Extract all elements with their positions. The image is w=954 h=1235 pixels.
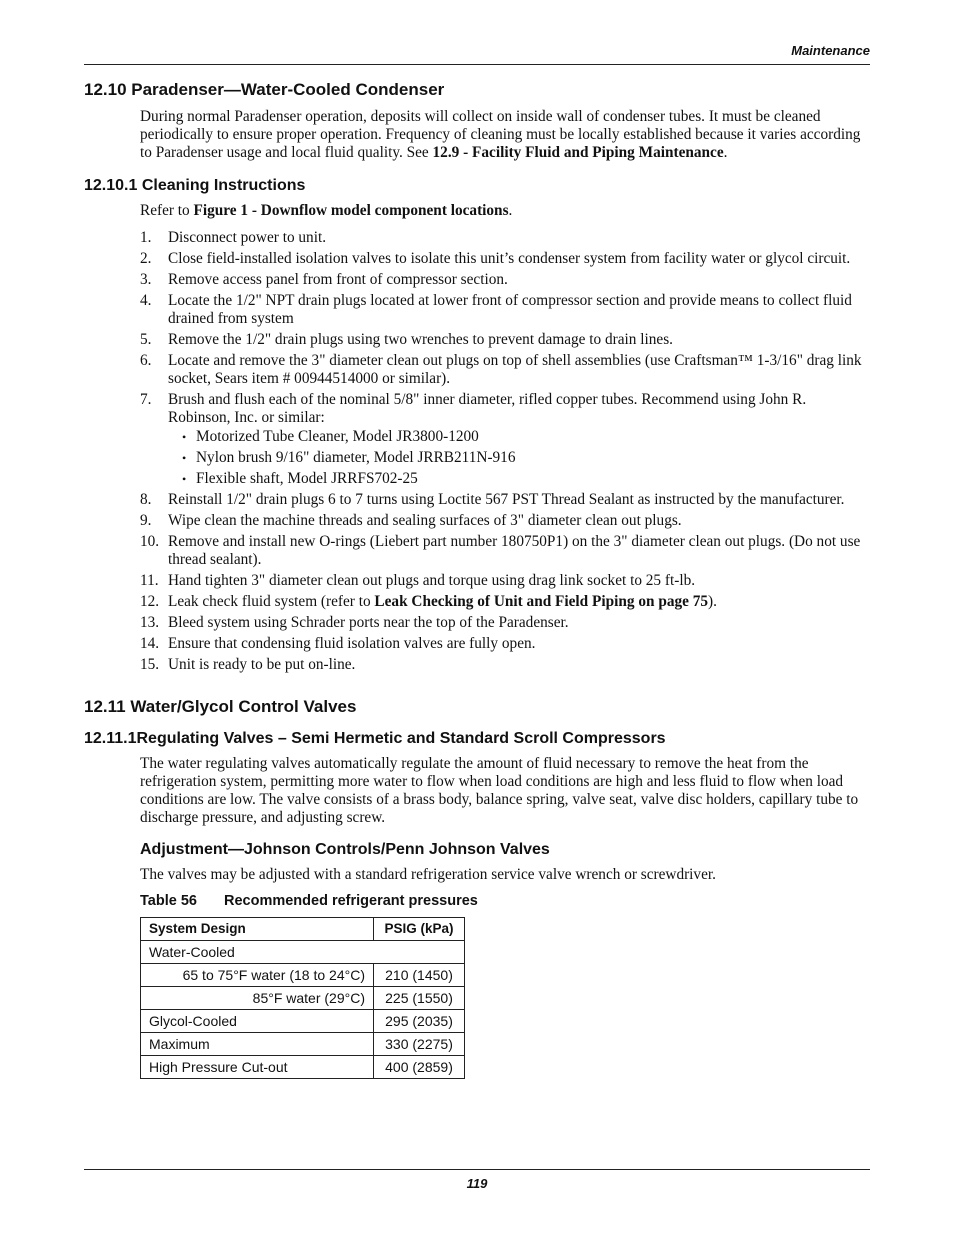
table-group-row xyxy=(141,941,465,964)
psig-cell: 295 (2035) xyxy=(374,1010,465,1033)
table-row xyxy=(141,1033,465,1056)
list-item xyxy=(84,572,870,590)
list-item xyxy=(168,449,870,467)
design-cell: 65 to 75°F water (18 to 24°C) xyxy=(141,964,374,987)
section-12-10-paragraph-text: During normal Paradenser operation, deposits will collect on inside wall of condenser tubes. It must be cleaned periodically to ensure proper operation. Frequency of cleaning must be locally established because it varies according to Paradenser usage and local fluid quality. See xyxy=(140,108,861,161)
step-number: 10. xyxy=(140,533,160,550)
table-title: Recommended refrigerant pressures xyxy=(224,893,478,909)
list-item xyxy=(168,428,870,446)
group-label-water-cooled: Water-Cooled xyxy=(141,941,465,964)
bullet-glyph: • xyxy=(182,451,187,465)
cleaning-intro xyxy=(84,202,870,220)
table-row xyxy=(141,987,465,1010)
step-text: Remove and install new O-rings (Liebert part number 180750P1) on the 3" diameter clean out plugs. (Do not use thread sealant). xyxy=(168,533,861,568)
step-text: Remove access panel from front of compressor section. xyxy=(168,271,508,288)
tool-text: Motorized Tube Cleaner, Model JR3800-1200 xyxy=(196,428,479,445)
list-item xyxy=(84,391,870,488)
step-number: 7. xyxy=(140,391,152,408)
list-item xyxy=(84,271,870,289)
table-row xyxy=(141,964,465,987)
psig-cell: 225 (1550) xyxy=(374,987,465,1010)
step-number: 4. xyxy=(140,292,152,309)
cleaning-steps-list xyxy=(84,229,870,674)
step-text: Close field-installed isolation valves to isolate this unit’s condenser system from facility water or glycol circuit. xyxy=(168,250,851,267)
table-number: Table 56 xyxy=(140,893,197,909)
step-number: 15. xyxy=(140,656,160,673)
list-item xyxy=(84,331,870,349)
step-text: Unit is ready to be put on-line. xyxy=(168,656,356,673)
page-number: 119 xyxy=(466,1176,488,1191)
section-12-11-heading: 12.11 Water/Glycol Control Valves xyxy=(84,697,357,716)
list-item xyxy=(84,635,870,653)
paragraph-end: . xyxy=(723,144,728,161)
column-header-system-design: System Design xyxy=(141,918,374,941)
list-item xyxy=(84,491,870,509)
table-row xyxy=(141,1056,465,1079)
step-number: 5. xyxy=(140,331,152,348)
tool-list xyxy=(168,428,870,488)
cleaning-intro-text: Refer to xyxy=(140,202,194,219)
bullet-glyph: • xyxy=(182,472,187,486)
step-number: 1. xyxy=(140,229,152,246)
list-item xyxy=(84,533,870,569)
page-content xyxy=(84,78,870,1079)
bullet-glyph: • xyxy=(182,430,187,444)
list-item xyxy=(84,250,870,268)
design-cell: 85°F water (29°C) xyxy=(141,987,374,1010)
psig-cell: 400 (2859) xyxy=(374,1056,465,1079)
step-text: Ensure that condensing fluid isolation valves are fully open. xyxy=(168,635,536,652)
design-cell: Maximum xyxy=(141,1033,374,1056)
table-56-caption xyxy=(84,891,870,911)
list-item xyxy=(84,656,870,674)
step-text: Locate the 1/2" NPT drain plugs located at lower front of compressor section and provide means to collect fluid drained from system xyxy=(168,292,852,327)
design-cell: High Pressure Cut-out xyxy=(141,1056,374,1079)
section-12-10-heading: 12.10 Paradenser—Water-Cooled Condenser xyxy=(84,80,445,99)
step-text: Locate and remove the 3" diameter clean out plugs on top of shell assemblies (use Craftsman™ 1-3/16" drag link socket, Sears item # 00944514000 or similar). xyxy=(168,352,862,387)
adjustment-heading: Adjustment—Johnson Controls/Penn Johnson Valves xyxy=(140,841,550,858)
step-text-pre: Leak check fluid system (refer to xyxy=(168,593,375,610)
header-rule xyxy=(84,64,870,65)
running-header-title: Maintenance xyxy=(791,43,870,58)
step-text: Hand tighten 3" diameter clean out plugs and torque using drag link socket to 25 ft-lb. xyxy=(168,572,696,589)
design-cell: Glycol-Cooled xyxy=(141,1010,374,1033)
facility-fluid-reference: 12.9 - Facility Fluid and Piping Maintenance xyxy=(432,144,724,161)
refrigerant-pressures-table xyxy=(140,917,465,1079)
psig-cell: 330 (2275) xyxy=(374,1033,465,1056)
step-text-post: ). xyxy=(708,593,717,610)
section-12-10-1-heading: 12.10.1 Cleaning Instructions xyxy=(84,177,306,194)
step-text: Reinstall 1/2" drain plugs 6 to 7 turns using Loctite 567 PST Thread Sealant as instructed by the manufacturer. xyxy=(168,491,845,508)
step-text: Disconnect power to unit. xyxy=(168,229,327,246)
step-text: Wipe clean the machine threads and sealing surfaces of 3" diameter clean out plugs. xyxy=(168,512,682,529)
list-item xyxy=(84,229,870,247)
list-item xyxy=(168,470,870,488)
section-12-10-paragraph xyxy=(84,108,870,162)
step-number: 2. xyxy=(140,250,152,267)
list-item xyxy=(84,352,870,388)
list-item xyxy=(84,292,870,328)
step-number: 11. xyxy=(140,572,159,589)
figure-1-reference: Figure 1 - Downflow model component locations xyxy=(193,202,509,219)
table-header-row xyxy=(141,918,465,941)
column-header-psig: PSIG (kPa) xyxy=(374,918,465,941)
step-number: 14. xyxy=(140,635,160,652)
tool-text: Nylon brush 9/16" diameter, Model JRRB211N-916 xyxy=(196,449,516,466)
psig-cell: 210 (1450) xyxy=(374,964,465,987)
step-text: Brush and flush each of the nominal 5/8" inner diameter, rifled copper tubes. Recommend using John R. Robinson, Inc. or similar: xyxy=(168,391,807,426)
cleaning-intro-end: . xyxy=(508,202,513,219)
list-item xyxy=(84,512,870,530)
table-row xyxy=(141,1010,465,1033)
step-number: 6. xyxy=(140,352,152,369)
step-number: 8. xyxy=(140,491,152,508)
step-number: 9. xyxy=(140,512,152,529)
step-number: 12. xyxy=(140,593,160,610)
step-number: 3. xyxy=(140,271,152,288)
step-text: Remove the 1/2" drain plugs using two wrenches to prevent damage to drain lines. xyxy=(168,331,673,348)
list-item xyxy=(84,614,870,632)
tool-text: Flexible shaft, Model JRRFS702-25 xyxy=(196,470,418,487)
step-number: 13. xyxy=(140,614,160,631)
leak-check-reference: Leak Checking of Unit and Field Piping on page 75 xyxy=(374,593,709,610)
section-12-11-1-heading: 12.11.1Regulating Valves – Semi Hermetic and Standard Scroll Compressors xyxy=(84,730,666,747)
footer-rule xyxy=(84,1169,870,1170)
list-item xyxy=(84,593,870,611)
step-text: Bleed system using Schrader ports near the top of the Paradenser. xyxy=(168,614,569,631)
adjustment-paragraph: The valves may be adjusted with a standard refrigeration service valve wrench or screwdriver. xyxy=(140,866,716,883)
regulating-valves-paragraph: The water regulating valves automatically regulate the amount of fluid necessary to remove the heat from the refrigeration system, permitting more water to flow when load conditions are high and less fluid to flow when load conditions are low. The valve consists of a brass body, balance spring, valve seat, valve disc holders, capillary tube to discharge pressure, and adjusting screw. xyxy=(140,755,859,826)
